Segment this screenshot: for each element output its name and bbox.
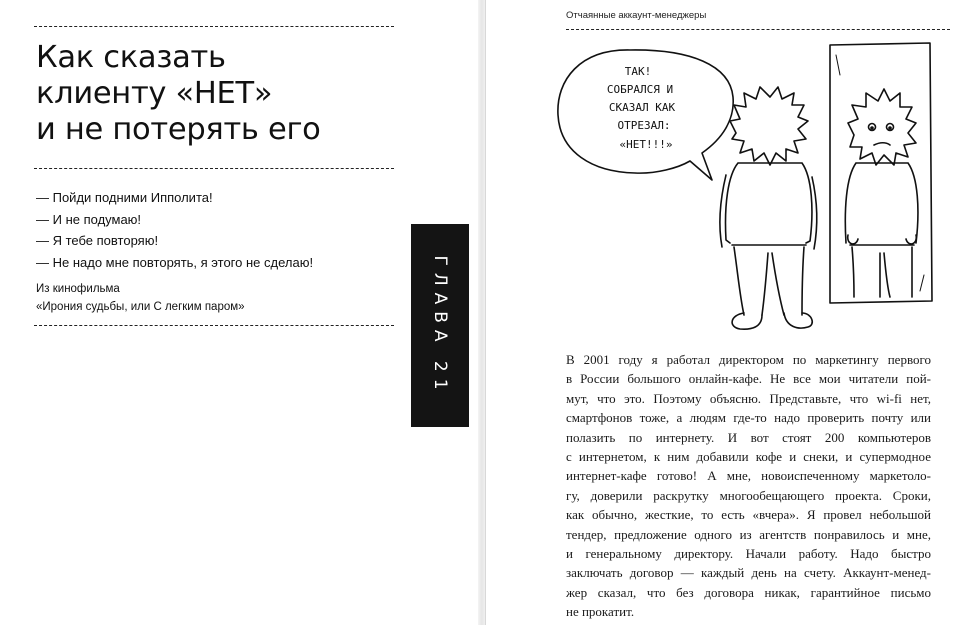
body-line: интернет-кафе готово! А мне, новоиспеченному маркетоло-	[566, 468, 931, 484]
running-head: Отчаянные аккаунт-менеджеры	[566, 10, 707, 21]
man-from-behind	[720, 87, 817, 329]
chapter-tab	[411, 224, 469, 427]
body-line: смартфонов тоже, а людям где-то надо проверить почту или	[566, 410, 931, 426]
reflection-hands	[848, 235, 917, 244]
epigraph-line: — Я тебе повторяю!	[36, 233, 159, 248]
reflection-hair	[848, 89, 916, 165]
mirror-frame	[830, 43, 932, 303]
page-gutter	[485, 0, 486, 625]
body-line: заключать договор — каждый день на счету. Аккаунт-менед-	[566, 565, 931, 581]
divider-top	[34, 26, 394, 27]
body-line: В 2001 году я работал директором по маркетингу первого	[566, 352, 931, 367]
chapter-title-line: клиенту «НЕТ»	[36, 76, 273, 111]
legs-back	[734, 247, 804, 315]
body-line: тендер, предложение одного из агентств понравилось и мне,	[566, 526, 931, 542]
body-line: гу, доверили раскрутку многообещающего проекта. Сроки,	[566, 487, 931, 503]
epigraph-source	[36, 280, 245, 316]
reflection-torso	[845, 163, 918, 243]
epigraph-line: — Не надо мне повторять, я этого не сделаю!	[36, 254, 314, 270]
bubble-line: ТАК!	[624, 65, 652, 78]
body-line: с интернетом, к ним добавили кофе и снеки, и супермодное	[566, 449, 931, 465]
epigraph-dialog	[36, 187, 313, 273]
chapter-title-line: Как сказать	[36, 40, 226, 75]
speech-bubble-text	[607, 65, 676, 151]
bubble-line: ОТРЕЗАЛ:	[617, 119, 671, 132]
chapter-title-line: и не потерять его	[36, 112, 321, 147]
body-line: жер сказал, что без договора никак, гарантийное письмо	[566, 584, 931, 600]
body-line: не прокатит.	[566, 604, 635, 620]
shoe-right	[784, 313, 812, 328]
running-head-rule	[566, 29, 950, 30]
reflection-legs	[852, 247, 912, 297]
divider-under-title	[34, 168, 394, 169]
divider-bottom	[34, 325, 394, 326]
epigraph-source-line: Из кинофильма	[36, 283, 120, 295]
body-line: и генеральному директору. Начали работу. Надо быстро	[566, 546, 931, 562]
body-line: в России большого онлайн-кафе. Не все мои читатели пой-	[566, 371, 931, 387]
shoe-left	[732, 313, 762, 329]
mirror	[830, 43, 932, 303]
bubble-line: СКАЗАЛ КАК	[608, 101, 676, 114]
epigraph-line: — Пойди подними Ипполита!	[36, 190, 213, 205]
cartoon-illustration	[540, 35, 960, 340]
spiky-hair-back	[730, 87, 808, 165]
body-line: полазить по интернету. И вот стоят 200 компьютеров	[566, 429, 931, 445]
bubble-line: СОБРАЛСЯ И	[606, 83, 674, 96]
bubble-line: «НЕТ!!!»	[619, 138, 673, 151]
epigraph-line: — И не подумаю!	[36, 211, 142, 227]
chapter-number-label: ГЛАВА 21	[430, 254, 450, 397]
torso-back	[726, 163, 812, 243]
body-paragraph	[566, 350, 931, 622]
chapter-title	[36, 40, 416, 148]
reflection-mouth	[874, 143, 890, 145]
body-line: мут, что это. Поэтому объясню. Представьте, что wi-fi нет,	[566, 390, 931, 406]
epigraph-source-line: «Ирония судьбы, или С легким паром»	[36, 301, 245, 313]
body-line: как обычно, жесткие, то есть «вчера». Я провел небольшой	[566, 507, 931, 523]
